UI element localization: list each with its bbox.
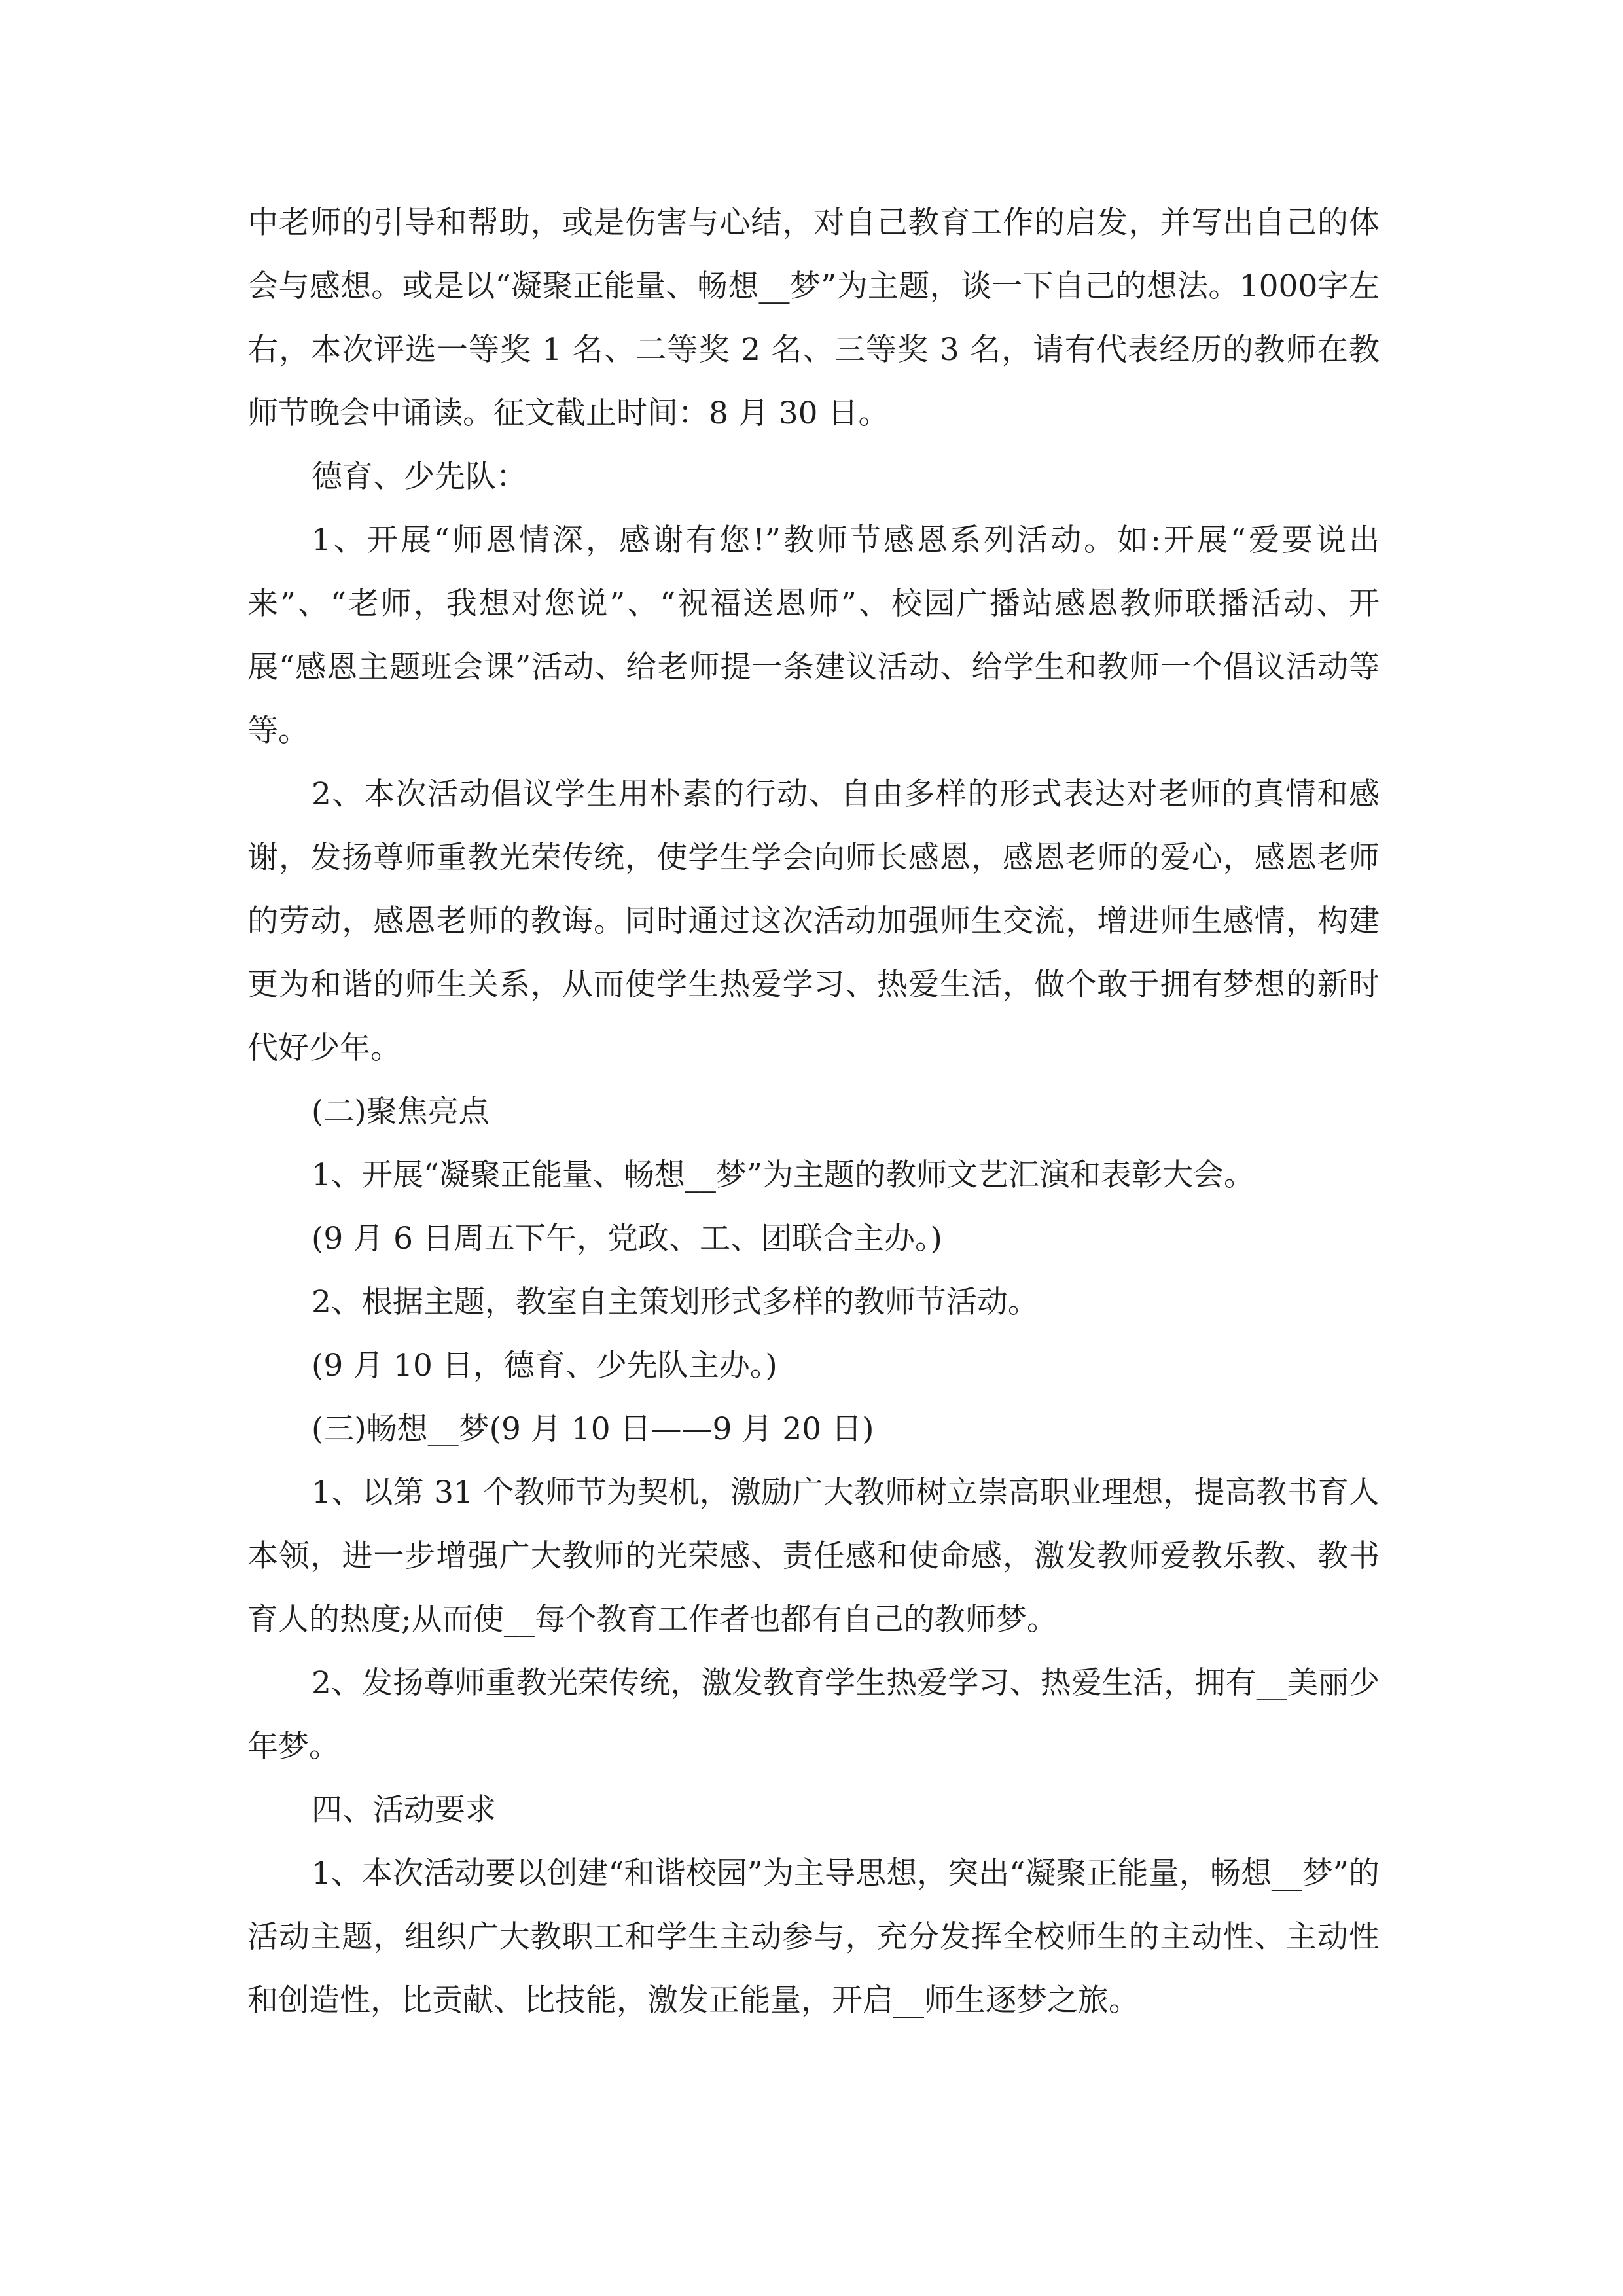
paragraph-focus-item-2: 2、根据主题，教室自主策划形式多样的教师节活动。 bbox=[312, 1284, 1039, 1320]
paragraph-focus-item-2-note: (9 月 10 日，德育、少先队主办。) bbox=[312, 1348, 777, 1384]
paragraph-focus-item-1-note: (9 月 6 日周五下午，党政、工、团联合主办。) bbox=[312, 1221, 942, 1257]
paragraph-focus-item-1: 1、开展“凝聚正能量、畅想__梦”为主题的教师文艺汇演和表彰大会。 bbox=[312, 1157, 1255, 1193]
heading-requirements: 四、活动要求 bbox=[312, 1792, 496, 1828]
paragraph-requirements-item-1: 1、本次活动要以创建“和谐校园”为主导思想，突出“凝聚正能量，畅想__梦”的活动主题，组织广大教职工和学生主动参与，充分发挥全校师生的主动性、主动性和创造性，比贡献、比技能，激发正能量，开启__师生逐梦之旅。 bbox=[247, 1856, 1380, 2018]
heading-dream: (三)畅想__梦(9 月 10 日——9 月 20 日) bbox=[312, 1411, 874, 1447]
heading-focus-highlights: (二)聚焦亮点 bbox=[312, 1094, 490, 1130]
paragraph-dream-item-1: 1、以第 31 个教师节为契机，激励广大教师树立崇高职业理想，提高教书育人本领，进一步增强广大教师的光荣感、责任感和使命感，激发教师爱教乐教、教书育人的热度;从而使__每个教育工作者也都有自己的教师梦。 bbox=[247, 1475, 1380, 1638]
paragraph-dream-item-2: 2、发扬尊师重教光荣传统，激发教育学生热爱学习、热爱生活，拥有__美丽少年梦。 bbox=[247, 1665, 1380, 1765]
paragraph-moral-item-1: 1、开展“师恩情深，感谢有您!”教师节感恩系列活动。如:开展“爱要说出来”、“老师，我想对您说”、“祝福送恩师”、校园广播站感恩教师联播活动、开展“感恩主题班会课”活动、给老师提一条建议活动、给学生和教师一个倡议活动等等。 bbox=[247, 522, 1380, 749]
paragraph-essay-continued: 中老师的引导和帮助，或是伤害与心结，对自己教育工作的启发，并写出自己的体会与感想。或是以“凝聚正能量、畅想__梦”为主题，谈一下自己的想法。1000字左右，本次评选一等奖 1 名、二等奖 2 名、三等奖 3 名，请有代表经历的教师在教师节晚会中诵读。征文截止时间：8 月 30 日。 bbox=[247, 205, 1380, 431]
document-body bbox=[247, 191, 1380, 2032]
paragraph-moral-item-2: 2、本次活动倡议学生用朴素的行动、自由多样的形式表达对老师的真情和感谢，发扬尊师重教光荣传统，使学生学会向师长感恩，感恩老师的爱心，感恩老师的劳动，感恩老师的教诲。同时通过这次活动加强师生交流，增进师生感情，构建更为和谐的师生关系，从而使学生热爱学习、热爱生活，做个敢于拥有梦想的新时代好少年。 bbox=[247, 776, 1380, 1066]
heading-moral-education: 德育、少先队： bbox=[312, 459, 527, 495]
